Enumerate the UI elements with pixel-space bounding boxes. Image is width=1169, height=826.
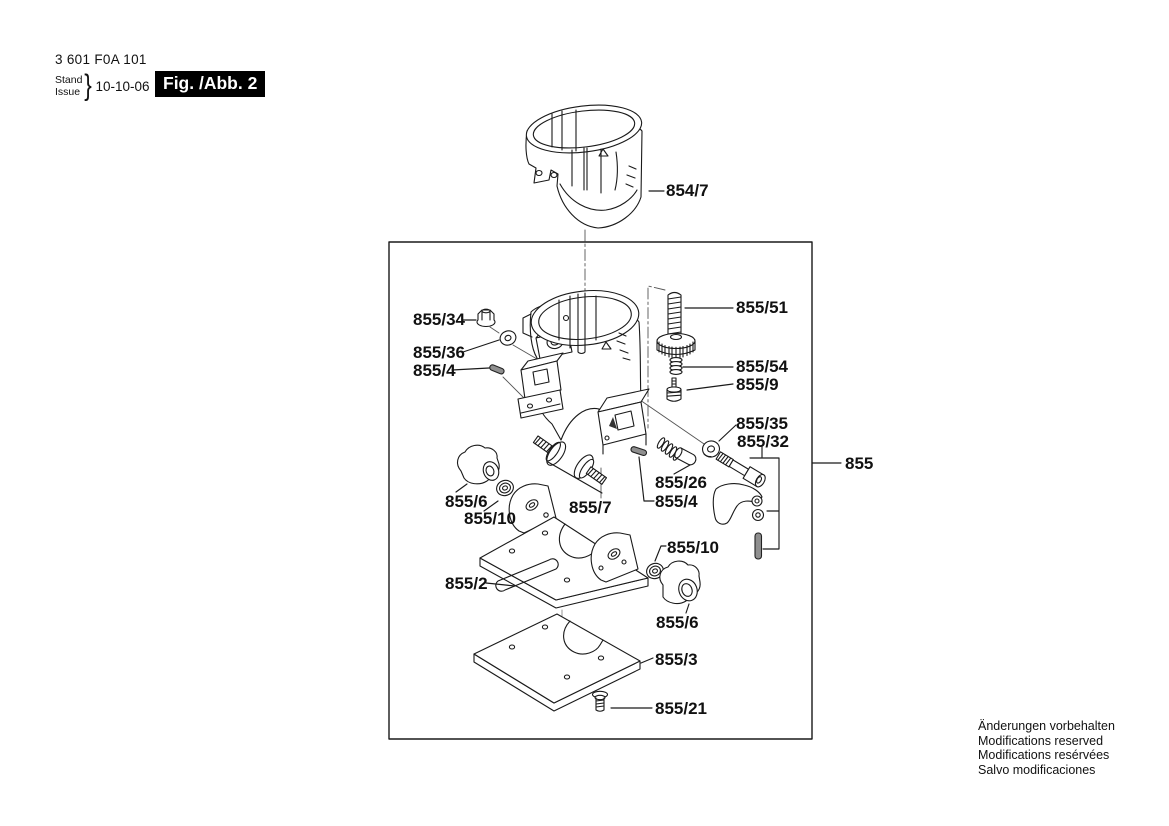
part-855-9-drawing [667,378,681,401]
part-label-855: 855 [845,454,874,473]
part-855-34-drawing [477,309,495,326]
part-855-32-bolt-drawing [715,450,767,489]
part-label-855-21: 855/21 [655,699,707,718]
part-label-855-4-lower: 855/4 [655,492,698,511]
part-label-855-35: 855/35 [736,414,788,433]
part-855-54-drawing [670,358,682,375]
part-855-6-left-drawing [458,445,502,484]
issue-label: Issue [55,86,81,98]
notice-line-es: Salvo modificaciones [978,762,1096,777]
notice-line-en: Modifications reserved [978,733,1104,748]
notice-line-de: Änderungen vorbehalten [978,719,1115,733]
part-854-7-drawing [524,99,645,228]
part-label-855-26: 855/26 [655,473,707,492]
part-label-855-36: 855/36 [413,343,465,362]
part-label-855-9: 855/9 [736,375,779,394]
part-855-7-drawing [528,428,612,492]
part-855-32-lever-drawing [713,484,763,525]
part-label-855-6-left: 855/6 [445,492,488,511]
part-855-6-right-drawing [660,561,700,603]
part-label-855-4-upper: 855/4 [413,361,456,380]
part-label-855-32: 855/32 [737,432,789,451]
revision-date: 10-10-06 [95,78,150,94]
part-855-32-pin-drawing [755,533,762,559]
part-855-2-drawing [480,484,648,608]
part-855-4-pin-upper-drawing [489,364,505,375]
part-label-855-7: 855/7 [569,498,612,517]
part-855-21-drawing [593,691,608,711]
figure-badge: Fig. /Abb. 2 [155,71,265,97]
revision-block [55,70,150,102]
part-label-855-3: 855/3 [655,650,698,669]
revision-words [55,74,82,98]
notice-line-fr: Modifications resérvées [978,748,1110,762]
part-855-4-pin-lower-drawing [630,446,647,456]
part-855-51-drawing [657,293,695,359]
housing-drawing [518,286,649,454]
part-label-854-7: 854/7 [666,181,709,200]
part-label-855-6-right: 855/6 [656,613,699,632]
part-855-26-drawing [656,437,698,467]
stand-label: Stand [55,74,83,86]
revision-brace: } [84,69,93,102]
part-label-855-54: 855/54 [736,357,788,376]
part-label-855-10-left: 855/10 [464,509,516,528]
modification-notices [978,719,1115,777]
document-number: 3 601 F0A 101 [55,52,147,67]
part-855-36-drawing [498,329,518,348]
part-label-855-10-right: 855/10 [667,538,719,557]
part-label-855-34: 855/34 [413,310,465,329]
part-855-3-drawing [474,614,640,711]
part-label-855-51: 855/51 [736,298,788,317]
part-label-855-2: 855/2 [445,574,488,593]
